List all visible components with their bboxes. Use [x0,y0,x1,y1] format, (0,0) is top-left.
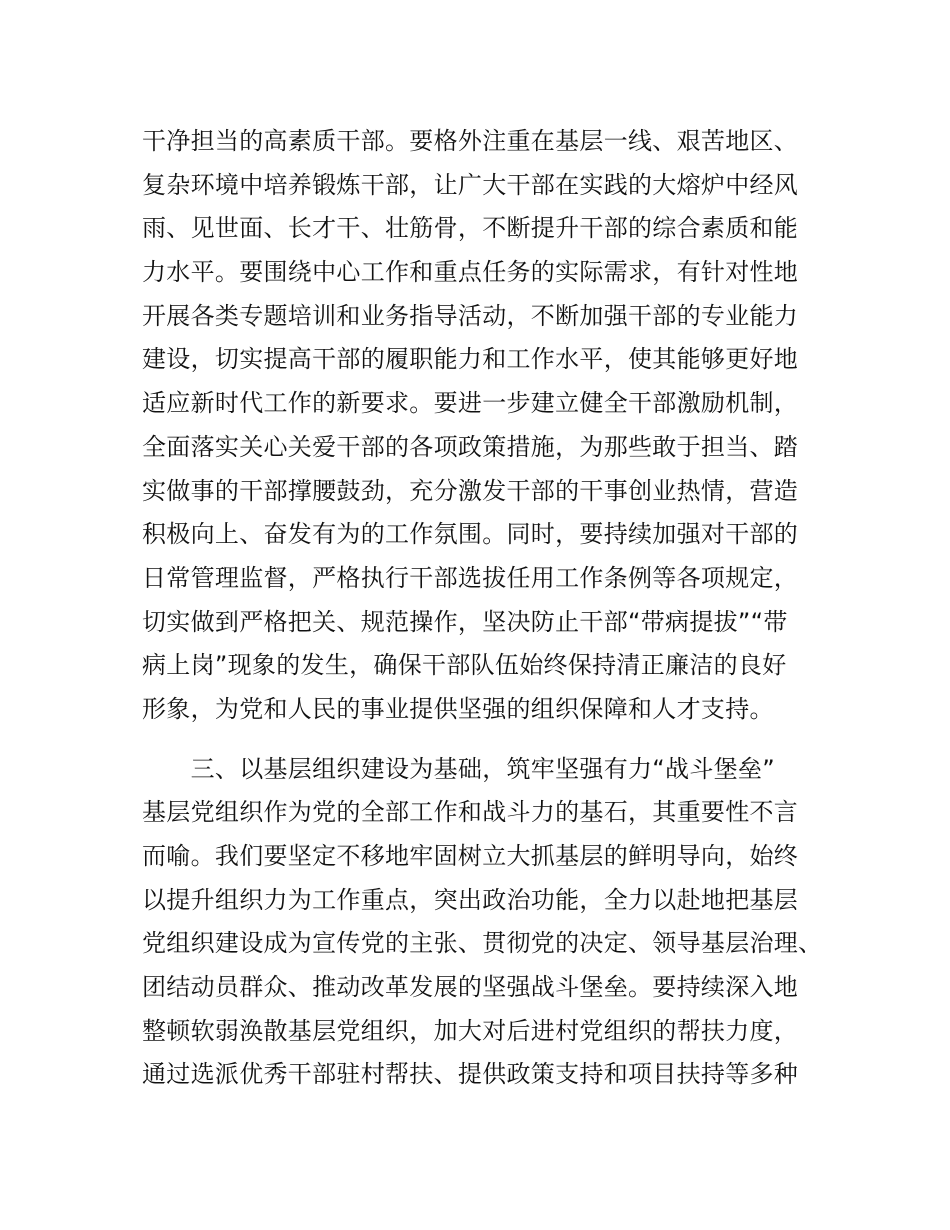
paragraph-line: 全面落实关心关爱干部的各项政策措施，为那些敢于担当、踏 [142,432,799,461]
paragraph-line: 干净担当的高素质干部。要格外注重在基层一线、艰苦地区、 [142,127,799,155]
paragraph-line: 积极向上、奋发有为的工作氛围。同时，要持续加强对干部的 [142,520,799,549]
paragraph-line: 以提升组织力为工作重点，突出政治功能，全力以赴地把基层 [142,885,799,914]
document-body [142,120,822,1097]
paragraph-line: 适应新时代工作的新要求。要进一步建立健全干部激励机制， [142,389,799,418]
paragraph-line: 雨、见世面、长才干、壮筋骨，不断提升干部的综合素质和能 [142,214,799,243]
paragraph-line: 形象，为党和人民的事业提供坚强的组织保障和人才支持。 [142,694,774,723]
paragraph-line: 团结动员群众、推动改革发展的坚强战斗堡垒。要持续深入地 [142,973,799,1002]
paragraph-line: 实做事的干部撑腰鼓劲，充分激发干部的干事创业热情，营造 [142,476,799,505]
section-heading: 三、以基层组织建设为基础，筑牢坚强有力“战斗堡垒” [142,754,775,783]
paragraph-line: 通过选派优秀干部驻村帮扶、提供政策支持和项目扶持等多种 [142,1060,799,1089]
paragraph-spacer [142,732,822,748]
paragraph-line: 复杂环境中培养锻炼干部，让广大干部在实践的大熔炉中经风 [142,170,799,199]
paragraph-line: 整顿软弱涣散基层党组织，加大对后进村党组织的帮扶力度， [142,1016,799,1045]
paragraph-line: 基层党组织作为党的全部工作和战斗力的基石，其重要性不言 [142,798,799,827]
paragraph-line: 日常管理监督，严格执行干部选拔任用工作条例等各项规定， [142,563,799,592]
paragraph-line: 病上岗”现象的发生，确保干部队伍始终保持清正廉洁的良好 [142,651,787,680]
paragraph-line: 而喻。我们要坚定不移地牢固树立大抓基层的鲜明导向，始终 [142,842,799,870]
paragraph-line: 切实做到严格把关、规范操作，坚决防止干部“带病提拔”“带 [142,607,788,636]
paragraph-line: 开展各类专题培训和业务指导活动，不断加强干部的专业能力 [142,301,799,330]
paragraph-line: 党组织建设成为宣传党的主张、贯彻党的决定、领导基层治理、 [142,929,823,958]
paragraph-line: 建设，切实提高干部的履职能力和工作水平，使其能够更好地 [142,345,799,374]
paragraph-line: 力水平。要围绕中心工作和重点任务的实际需求，有针对性地 [142,258,799,287]
